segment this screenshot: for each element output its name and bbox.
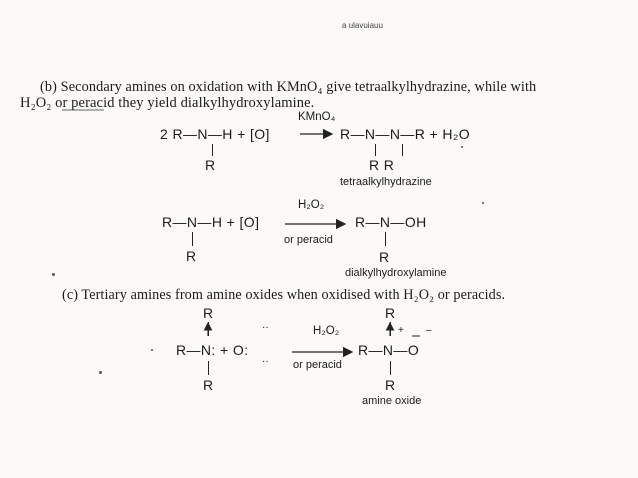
reaction-3-label: amine oxide: [362, 395, 422, 407]
reaction-1-reactant: 2 R—N—H + [O]: [160, 126, 270, 142]
reaction-3-oxygen-lone-pair-bottom: ··: [262, 357, 269, 368]
reaction-3-plus-charge: +: [398, 325, 404, 336]
print-speck: [151, 349, 153, 351]
reaction-2-reagent-top: H₂O₂: [298, 199, 325, 211]
reaction-3-reagent-top: H₂O₂: [313, 325, 340, 337]
reaction-2-reactant: R—N—H + [O]: [162, 214, 260, 230]
reaction-3-product-top: R: [385, 305, 396, 321]
reaction-2-product: R—N—OH: [355, 214, 427, 230]
reaction-1-product: R—N—N—R + H₂O: [340, 126, 471, 142]
reaction-2-reactant-sub: R: [186, 248, 197, 264]
reaction-1-reagent: KMnO₄: [298, 111, 336, 123]
print-speck: [461, 146, 463, 148]
reaction-1-reactant-sub: R: [205, 157, 216, 173]
para-c-line-1: (c) Tertiary amines from amine oxides when oxidised with H₂O₂ or peracids.: [62, 287, 506, 303]
reaction-3-minus-charge: –: [426, 325, 432, 336]
print-speck: [482, 202, 484, 204]
reaction-3-product: R—N—O: [358, 342, 420, 358]
reaction-3-reactant-bottom: R: [203, 377, 214, 393]
reaction-3-reactant: R—N: + O:: [176, 342, 249, 358]
print-speck: [52, 273, 55, 276]
para-b-line-2: H₂O₂ or peracid they yield dialkylhydroxylamine.: [20, 95, 315, 111]
reaction-2-product-sub: R: [379, 249, 390, 265]
reaction-3-product-bottom: R: [385, 377, 396, 393]
reaction-1-label: tetraalkylhydrazine: [340, 176, 432, 188]
reaction-3-reagent-bottom: or peracid: [293, 359, 342, 371]
reaction-1-product-sub: R R: [369, 157, 395, 173]
reaction-3-reactant-top: R: [203, 305, 214, 321]
reaction-2-reagent-bottom: or peracid: [284, 234, 333, 246]
header-fragment: a ulavuiauu: [342, 21, 383, 30]
para-b-line-1: (b) Secondary amines on oxidation with KMnO₄ give tetraalkylhydrazine, while with: [40, 79, 537, 95]
reaction-3-oxygen-lone-pair-top: ··: [262, 323, 269, 334]
reaction-2-label: dialkylhydroxylamine: [345, 267, 447, 279]
print-speck: [99, 371, 102, 374]
